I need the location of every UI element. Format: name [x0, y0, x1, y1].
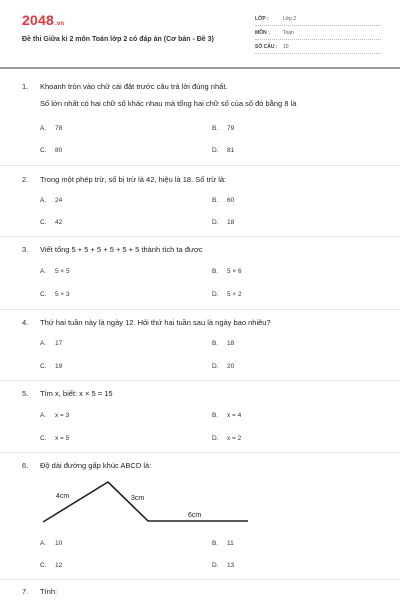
question-text: Trong một phép trừ, số bị trừ là 42, hiệu là 18. Số trừ là: [40, 175, 227, 184]
exam-title: Đề thi Giữa kì 2 môn Toán lớp 2 có đáp án (Cơ bản - Đề 3) [22, 36, 214, 43]
option-b[interactable]: B. x = 4 [212, 412, 242, 419]
option-a[interactable]: A. 5 × 5 [40, 268, 70, 275]
document-header [0, 0, 400, 64]
question-number: 6. [22, 461, 29, 470]
option-c[interactable]: C. 5 × 3 [40, 291, 70, 298]
option-d[interactable]: D. 81 [212, 147, 235, 154]
meta-count [255, 41, 381, 54]
question-text: Tìm x, biết: x × 5 = 15 [40, 389, 113, 398]
option-b[interactable]: B. 11 [212, 540, 234, 547]
meta-subject [255, 27, 381, 40]
option-a[interactable]: A. 24 [40, 197, 63, 204]
polyline-abcd [43, 482, 248, 522]
question-number: 7. [22, 587, 29, 596]
meta-count-key: SỐ CÂU : [255, 44, 278, 50]
meta-class [255, 13, 381, 26]
option-d[interactable]: D. 5 × 2 [212, 291, 242, 298]
option-b[interactable]: B. 18 [212, 340, 235, 347]
question-separator [0, 380, 400, 381]
option-b[interactable]: B. 79 [212, 125, 235, 132]
logo-suffix: .vn [54, 21, 65, 27]
option-d[interactable]: D. 13 [212, 562, 235, 569]
question-subtext: Số lớn nhất có hai chữ số khác nhau mà tổng hai chữ số của số đó bằng 8 là [40, 99, 297, 108]
question-separator [0, 309, 400, 310]
header-divider [0, 67, 400, 69]
option-b[interactable]: B. 5 × 6 [212, 268, 242, 275]
question-text: Thứ hai tuần này là ngày 12. Hỏi thứ hai tuần sau là ngày bao nhiêu? [40, 318, 271, 327]
question-text: Viết tổng 5 + 5 + 5 + 5 + 5 + 5 thành tích ta được [40, 245, 203, 254]
option-c[interactable]: C. 80 [40, 147, 63, 154]
option-c[interactable]: C. x = 5 [40, 435, 70, 442]
question-number: 1. [22, 82, 29, 91]
meta-class-value: Lớp 2 [283, 16, 297, 22]
option-b[interactable]: B. 60 [212, 197, 235, 204]
option-a[interactable]: A. x = 3 [40, 412, 70, 419]
question-number: 2. [22, 175, 29, 184]
polyline-figure [38, 478, 258, 526]
segment-label-bc: 3cm [131, 495, 145, 502]
logo-main: 2048 [22, 12, 54, 28]
option-d[interactable]: D. 18 [212, 219, 235, 226]
question-number: 5. [22, 389, 29, 398]
segment-label-cd: 6cm [188, 512, 202, 519]
meta-subject-value: Toán [283, 30, 294, 36]
option-d[interactable]: D. 20 [212, 363, 235, 370]
question-number: 4. [22, 318, 29, 327]
question-text: Độ dài đường gấp khúc ABCD là: [40, 461, 152, 470]
option-c[interactable]: C. 12 [40, 562, 63, 569]
question-number: 3. [22, 245, 29, 254]
question-separator [0, 236, 400, 237]
option-c[interactable]: C. 42 [40, 219, 63, 226]
site-logo[interactable] [22, 12, 64, 28]
question-separator [0, 452, 400, 453]
question-text: Khoanh tròn vào chữ cái đặt trước câu trả lời đúng nhất. [40, 82, 228, 91]
option-c[interactable]: C. 19 [40, 363, 63, 370]
meta-class-key: LỚP : [255, 16, 269, 22]
question-separator [0, 579, 400, 580]
meta-count-value: 10 [283, 44, 289, 50]
option-a[interactable]: A. 78 [40, 125, 63, 132]
segment-label-ab: 4cm [56, 493, 70, 500]
option-d[interactable]: D. x = 2 [212, 435, 242, 442]
question-separator [0, 165, 400, 166]
option-a[interactable]: A. 17 [40, 340, 63, 347]
question-text: Tính: [40, 587, 58, 596]
meta-subject-key: MÔN : [255, 30, 270, 36]
option-a[interactable]: A. 10 [40, 540, 63, 547]
